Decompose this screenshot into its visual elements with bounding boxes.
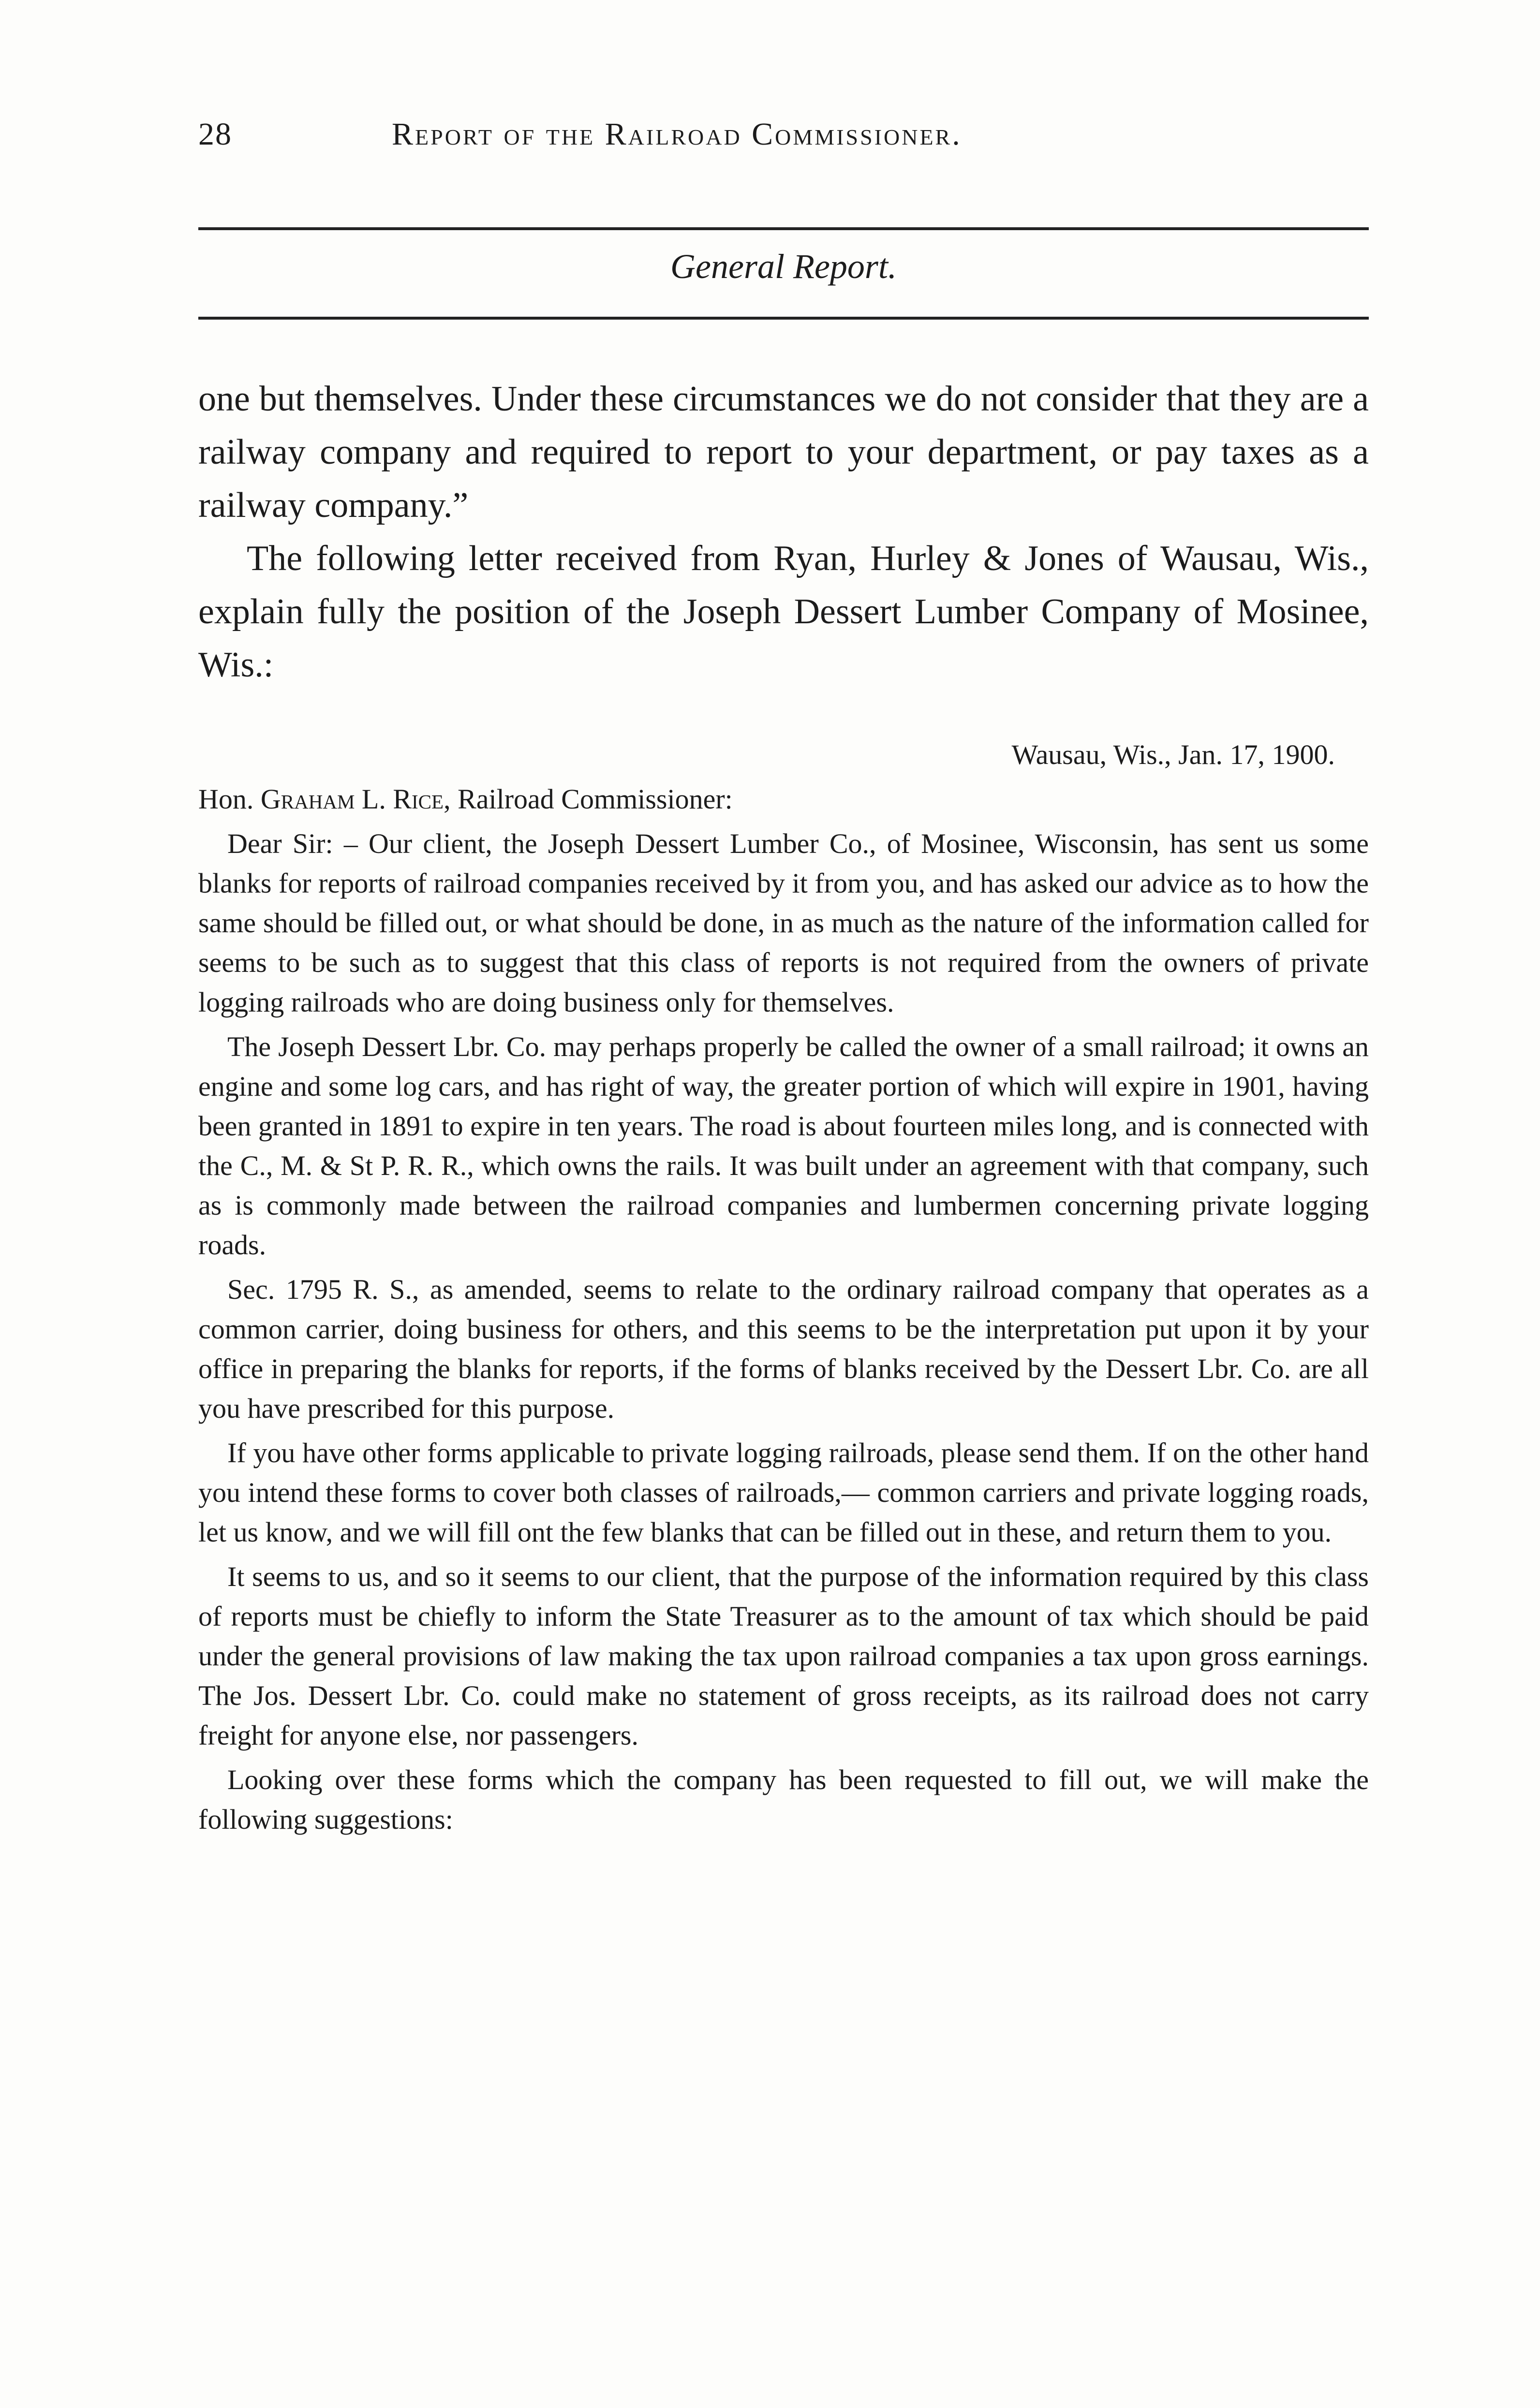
intro-text (198, 372, 1369, 691)
letter-dateline: Wausau, Wis., Jan. 17, 1900. (1011, 739, 1335, 770)
letter-body (198, 735, 1369, 1844)
letter-paragraph: If you have other forms applicable to private logging railroads, please send them. If on the other hand you intend these forms to cover both classes of railroads,— common carriers and private logging roads, let us know, and we will fill ont the few blanks that can be filled out in these, and return them to you. (198, 1437, 1369, 1548)
letter-addressee (198, 779, 1369, 819)
section-title: General Report. (670, 247, 897, 286)
addressee-suffix: , Railroad Commissioner: (444, 783, 733, 815)
running-head: Report of the Railroad Commissioner. (392, 117, 962, 152)
letter-paragraph: The Joseph Dessert Lbr. Co. may perhaps properly be called the owner of a small railroad; it owns an engine and some log cars, and has right of way, the greater portion of which will expire in 1901, having been granted in 1891 to expire in ten years. The road is about fourteen miles long, and is connected with the C., M. & St P. R. R., which owns the rails. It was built under an agreement with that company, such as is commonly made between the railroad companies and lumbermen concerning private logging roads. (198, 1031, 1369, 1261)
letter-paragraph: Dear Sir: – Our client, the Joseph Dessert Lumber Co., of Mosinee, Wisconsin, has sent us some blanks for reports of railroad companies received by it from you, and has asked our advice as to how the same should be filled out, or what should be done, in as much as the nature of the information called for seems to be such as to suggest that this class of reports is not required from the owners of private logging railroads who are doing business only for themselves. (198, 828, 1369, 1018)
addressee-name: Graham L. Rice (260, 783, 444, 815)
intro-paragraph-2: The following letter received from Ryan, Hurley & Jones of Wausau, Wis., explain fully the position of the Joseph Dessert Lumber Company of Mosinee, Wis.: (198, 539, 1369, 685)
addressee-prefix: Hon. (198, 783, 261, 815)
header-rule-bottom (198, 317, 1369, 320)
letter-paragraph: It seems to us, and so it seems to our client, that the purpose of the information required by this class of reports must be chiefly to inform the State Treasurer as to the amount of tax which should be paid under the general provisions of law making the tax upon railroad companies a tax upon gross earnings. The Jos. Dessert Lbr. Co. could make no statement of gross receipts, as its railroad does not carry freight for anyone else, nor passengers. (198, 1561, 1369, 1751)
page-header (198, 116, 1369, 155)
page-number: 28 (198, 117, 232, 152)
letter-paragraph: Sec. 1795 R. S., as amended, seems to relate to the ordinary railroad company that operates as a common carrier, doing business for others, and this seems to be the interpretation put upon it by your office in preparing the blanks for reports, if the forms of blanks received by the Dessert Lbr. Co. are all you have prescribed for this purpose. (198, 1274, 1369, 1424)
header-rule-top (198, 227, 1369, 230)
letter-paragraph: Looking over these forms which the company has been requested to fill out, we will make the following suggestions: (198, 1764, 1369, 1835)
intro-paragraph-1: one but themselves. Under these circumstances we do not consider that they are a railway company and required to report to your department, or pay taxes as a railway company.” (198, 379, 1369, 525)
